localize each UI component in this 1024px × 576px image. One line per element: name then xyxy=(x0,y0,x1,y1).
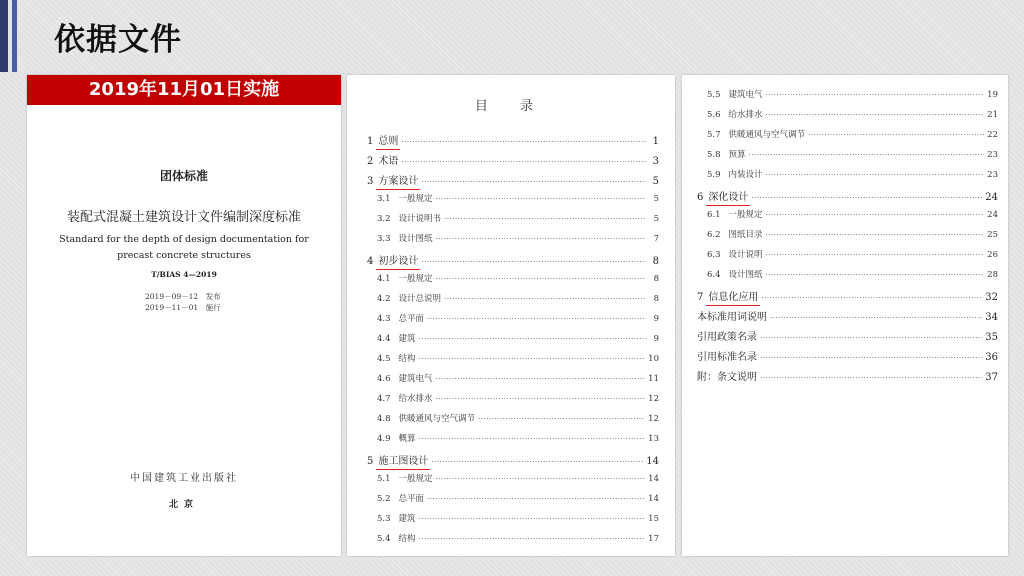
toc-entry-number: 4.8 xyxy=(377,414,391,424)
standard-title-cn: 装配式混凝土建筑设计文件编制深度标准 xyxy=(66,210,301,225)
toc-entry xyxy=(707,248,998,260)
toc-entry-label: 预算 xyxy=(728,150,746,160)
toc-entry-number: 4.7 xyxy=(377,394,391,404)
toc-entry-label: 设计图纸 xyxy=(398,234,433,244)
toc-entry-label: 设计说明 xyxy=(728,250,763,260)
toc-entry-label: 附：条文说明 xyxy=(697,372,757,383)
standard-code: T/BIAS 4—2019 xyxy=(151,270,217,279)
toc-entry-page: 14 xyxy=(648,494,659,504)
toc-entry-page: 22 xyxy=(987,130,998,140)
toc-entry-label: 图纸目录 xyxy=(728,230,763,240)
toc-leader-dots xyxy=(421,258,646,266)
toc-leader-dots xyxy=(436,195,646,203)
toc-entry-number: 5.3 xyxy=(377,514,391,524)
toc-entry-number: 3.2 xyxy=(377,214,391,224)
slide-title: 依据文件 xyxy=(54,22,182,58)
toc-entry-number: 4.1 xyxy=(377,274,391,284)
toc-entry-label: 设计说明书 xyxy=(398,214,442,224)
toc-entry-page: 8 xyxy=(652,256,659,267)
toc-entry-number: 6.1 xyxy=(707,210,721,220)
issue-date: 2019－09－12 发布 xyxy=(145,292,221,301)
toc-leader-dots xyxy=(427,315,646,323)
toc-entry xyxy=(697,288,998,303)
toc-page-2 xyxy=(682,75,1008,556)
toc-leader-dots xyxy=(427,495,645,503)
toc-entry-label: 总平面 xyxy=(398,494,425,504)
toc-entry-page: 25 xyxy=(987,230,998,240)
toc-entry-label: 术语 xyxy=(378,156,399,167)
toc-entry xyxy=(707,88,998,100)
toc-entry-label: 内装设计 xyxy=(728,170,763,180)
toc-entry-number: 6.3 xyxy=(707,250,721,260)
toc-entry-number: 3.3 xyxy=(377,234,391,244)
toc-leader-dots xyxy=(431,458,643,466)
standard-type: 团体标准 xyxy=(159,169,208,183)
toc-entry xyxy=(707,128,998,140)
toc-entry-label: 施工图设计 xyxy=(378,452,428,467)
toc-entry-page: 36 xyxy=(985,352,998,363)
toc-entry xyxy=(377,472,659,484)
toc-entry-page: 13 xyxy=(648,434,659,444)
toc-entry-page: 10 xyxy=(648,354,659,364)
toc-leader-dots xyxy=(444,215,646,223)
toc-entry-page: 17 xyxy=(648,534,659,544)
publisher-city: 北京 xyxy=(168,500,199,510)
toc-entry-label: 供暖通风与空气调节 xyxy=(398,414,476,424)
toc-entry xyxy=(367,172,659,187)
toc-entry xyxy=(697,348,998,363)
toc-entry-label: 引用政策名录 xyxy=(697,332,757,343)
toc-entry-label: 方案设计 xyxy=(378,172,418,187)
toc-leader-dots xyxy=(766,91,985,99)
toc-leader-dots xyxy=(751,194,982,202)
toc-entry xyxy=(377,272,659,284)
toc-entry-page: 7 xyxy=(653,234,659,244)
toc-leader-dots xyxy=(766,231,985,239)
toc-entry-label: 总平面 xyxy=(398,314,425,324)
toc-entry-label: 一般规定 xyxy=(398,474,433,484)
toc-entry-label: 给水排水 xyxy=(398,394,433,404)
toc-leader-dots xyxy=(436,375,646,383)
toc-entry-number: 4.9 xyxy=(377,434,391,444)
toc-entry-label: 信息化应用 xyxy=(708,288,758,303)
toc-leader-dots xyxy=(436,275,646,283)
toc-entry-label: 总则 xyxy=(378,132,398,147)
toc-leader-dots xyxy=(749,151,985,159)
toc-heading: 目 录 xyxy=(474,99,548,114)
toc-entry-label: 本标准用词说明 xyxy=(697,312,767,323)
toc-leader-dots xyxy=(770,314,982,322)
toc-entry xyxy=(377,212,659,224)
toc-leader-dots xyxy=(766,271,985,279)
toc-entry-page: 9 xyxy=(653,314,659,324)
toc-entry-label: 结构 xyxy=(398,534,416,544)
toc-entry-label: 结构 xyxy=(398,354,416,364)
toc-entry-label: 建筑电气 xyxy=(728,90,763,100)
toc-entry-page: 3 xyxy=(652,156,659,167)
toc-entry xyxy=(377,432,659,444)
toc-entry-page: 8 xyxy=(653,274,659,284)
toc-entry-page: 24 xyxy=(987,210,998,220)
toc-entry-page: 24 xyxy=(985,192,998,203)
toc-entry-page: 14 xyxy=(648,474,659,484)
toc-leader-dots xyxy=(419,515,646,523)
toc-leader-dots xyxy=(419,435,646,443)
cover-page xyxy=(27,75,341,556)
toc-leader-dots xyxy=(436,395,646,403)
toc-leader-dots xyxy=(421,178,646,186)
toc-entry-number: 5.6 xyxy=(707,110,721,120)
toc-entry xyxy=(367,452,659,467)
toc-leader-dots xyxy=(766,111,985,119)
toc-leader-dots xyxy=(401,158,646,166)
toc-entry xyxy=(707,268,998,280)
toc-entry-label: 初步设计 xyxy=(378,252,418,267)
toc-entry-number: 7 xyxy=(697,292,704,303)
toc-entry-number: 5.2 xyxy=(377,494,391,504)
toc-entry-label: 一般规定 xyxy=(728,210,763,220)
standard-dates xyxy=(145,291,221,313)
toc-entry-number: 4.5 xyxy=(377,354,391,364)
toc-entry-page: 28 xyxy=(987,270,998,280)
accent-bar-dark xyxy=(0,0,8,72)
effective-date: 2019－11－01 施行 xyxy=(145,303,221,312)
toc-leader-dots xyxy=(436,235,646,243)
toc-entry-label: 建筑电气 xyxy=(398,374,433,384)
toc-leader-dots xyxy=(419,535,646,543)
toc-entry-label: 概算 xyxy=(398,434,416,444)
toc-entry-label: 一般规定 xyxy=(398,194,433,204)
toc-entry-number: 3 xyxy=(367,176,374,187)
toc-entry xyxy=(707,108,998,120)
toc-entry-label: 深化设计 xyxy=(708,188,748,203)
toc-entry xyxy=(377,492,659,504)
toc-entry xyxy=(377,332,659,344)
toc-entry xyxy=(377,512,659,524)
toc-entry-number: 5.8 xyxy=(707,150,721,160)
toc-entry xyxy=(707,168,998,180)
toc-leader-dots xyxy=(760,374,982,382)
toc-entry xyxy=(377,312,659,324)
toc-entry xyxy=(377,292,659,304)
toc-entry-page: 12 xyxy=(648,414,659,424)
toc-entry-page: 14 xyxy=(646,456,659,467)
standard-title-en-line2: precast concrete structures xyxy=(117,250,251,261)
toc-entry-number: 4.4 xyxy=(377,334,391,344)
toc-entry-label: 引用标准名录 xyxy=(697,352,757,363)
toc-leader-dots xyxy=(760,334,982,342)
toc-entry xyxy=(697,328,998,343)
toc-leader-dots xyxy=(808,131,984,139)
toc-entry-page: 1 xyxy=(652,136,659,147)
toc-leader-dots xyxy=(401,138,646,146)
toc-entry-page: 23 xyxy=(987,150,998,160)
toc-entry-number: 2 xyxy=(367,156,374,167)
toc-leader-dots xyxy=(419,335,646,343)
toc-entry xyxy=(377,532,659,544)
toc-entry-label: 设计总说明 xyxy=(398,294,442,304)
effective-date-banner: 2019年11月01日实施 xyxy=(27,75,341,105)
toc-entry-label: 供暖通风与空气调节 xyxy=(728,130,806,140)
publisher: 中国建筑工业出版社 xyxy=(130,473,238,484)
toc-entry-page: 37 xyxy=(985,372,998,383)
toc-entry-number: 6.2 xyxy=(707,230,721,240)
toc-entry-number: 5 xyxy=(367,456,374,467)
toc-entry xyxy=(367,152,659,167)
accent-bar-light xyxy=(12,0,17,72)
toc-entry xyxy=(707,148,998,160)
toc-entry-label: 建筑 xyxy=(398,514,416,524)
toc-entry xyxy=(367,252,659,267)
toc-leader-dots xyxy=(761,294,982,302)
toc-leader-dots xyxy=(436,475,646,483)
toc-entry xyxy=(377,192,659,204)
toc-entry-page: 5 xyxy=(653,214,659,224)
toc-entry-number: 4 xyxy=(367,256,374,267)
toc-entry xyxy=(697,308,998,323)
toc-entry xyxy=(707,228,998,240)
toc-entry-number: 5.5 xyxy=(707,90,721,100)
toc-entry xyxy=(377,392,659,404)
standard-title-en-line1: Standard for the depth of design documentation for xyxy=(59,234,309,245)
toc-leader-dots xyxy=(766,211,985,219)
toc-entry xyxy=(377,372,659,384)
toc-leader-dots xyxy=(766,171,985,179)
toc-entry-page: 9 xyxy=(653,334,659,344)
toc-entry-number: 6.4 xyxy=(707,270,721,280)
toc-page-1 xyxy=(347,75,675,556)
toc-entry-page: 8 xyxy=(653,294,659,304)
toc-entry-page: 12 xyxy=(648,394,659,404)
toc-entry-number: 5.4 xyxy=(377,534,391,544)
toc-entry xyxy=(377,352,659,364)
toc-entry-page: 5 xyxy=(652,176,659,187)
toc-entry-label: 设计图纸 xyxy=(728,270,763,280)
toc-entry-page: 26 xyxy=(987,250,998,260)
toc-entry-number: 4.2 xyxy=(377,294,391,304)
toc-entry-page: 34 xyxy=(985,312,998,323)
toc-entry-number: 6 xyxy=(697,192,704,203)
toc-entry xyxy=(707,208,998,220)
toc-entry xyxy=(377,412,659,424)
toc-entry-number: 1 xyxy=(367,136,374,147)
toc-entry xyxy=(377,232,659,244)
toc-entry-page: 19 xyxy=(987,90,998,100)
toc-entry-label: 一般规定 xyxy=(398,274,433,284)
toc-entry-label: 给水排水 xyxy=(728,110,763,120)
toc-entry-page: 35 xyxy=(985,332,998,343)
toc-entry-number: 3.1 xyxy=(377,194,391,204)
toc-entry-page: 11 xyxy=(648,374,659,384)
toc-entry xyxy=(697,368,998,383)
toc-entry-label: 建筑 xyxy=(398,334,416,344)
toc-entry-page: 15 xyxy=(648,514,659,524)
toc-entry xyxy=(697,188,998,203)
toc-entry-number: 5.7 xyxy=(707,130,721,140)
toc-entry-page: 32 xyxy=(985,292,998,303)
toc-entry-page: 21 xyxy=(987,110,998,120)
toc-entry-page: 23 xyxy=(987,170,998,180)
toc-entry xyxy=(367,132,659,147)
toc-entry-page: 5 xyxy=(653,194,659,204)
toc-entry-number: 5.1 xyxy=(377,474,391,484)
toc-leader-dots xyxy=(760,354,982,362)
toc-leader-dots xyxy=(444,295,646,303)
toc-entry-number: 4.6 xyxy=(377,374,391,384)
toc-leader-dots xyxy=(478,415,645,423)
toc-entry-number: 4.3 xyxy=(377,314,391,324)
toc-leader-dots xyxy=(419,355,646,363)
toc-entry-number: 5.9 xyxy=(707,170,721,180)
toc-leader-dots xyxy=(766,251,985,259)
